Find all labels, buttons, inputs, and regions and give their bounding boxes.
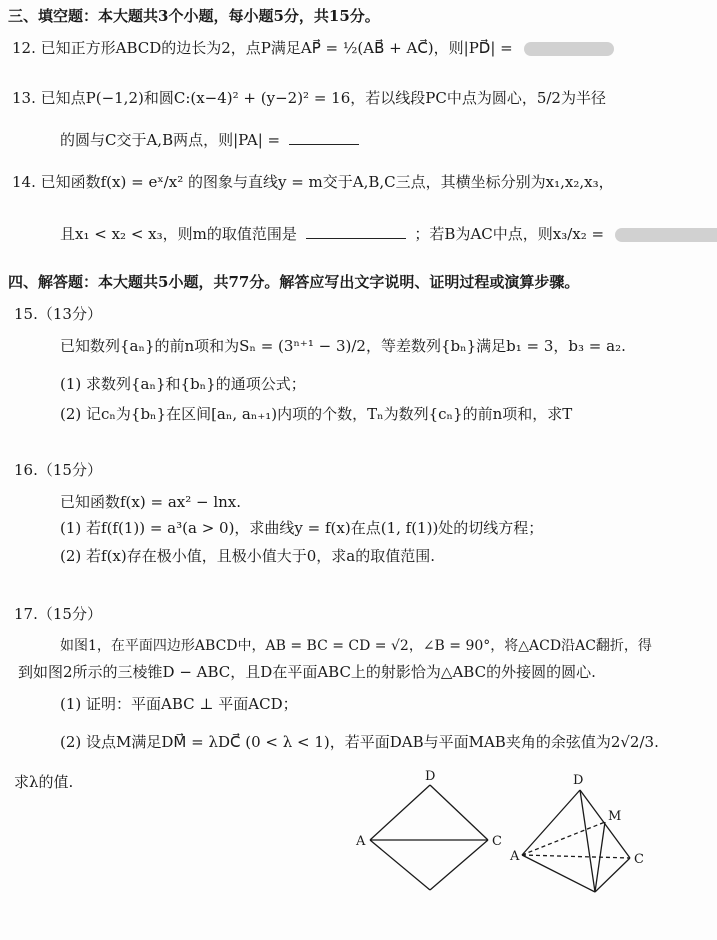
label-d: D — [573, 773, 584, 788]
question-17-part1: (1) 证明：平面ABC ⊥ 平面ACD； — [60, 695, 298, 713]
question-15-part1: (1) 求数列{aₙ}和{bₙ}的通项公式； — [60, 375, 306, 393]
question-12 — [12, 38, 614, 58]
question-17-number: 17.（15分） — [14, 605, 102, 623]
label-m: M — [608, 809, 622, 824]
edge-mb — [595, 822, 605, 892]
question-15-part2: (2) 记cₙ为{bₙ}在区间[aₙ, aₙ₊₁)内项的个数，Tₙ为数列{cₙ}的前n项和，求T — [60, 405, 573, 423]
question-16-number: 16.（15分） — [14, 461, 102, 479]
edge-da — [522, 790, 580, 855]
label-c: C — [634, 852, 644, 867]
answer-smudge — [524, 42, 614, 56]
segment-cb — [430, 840, 488, 890]
segment-dc — [430, 785, 488, 840]
answer-blank — [306, 222, 406, 239]
question-12-text: 12. 已知正方形ABCD的边长为2，点P满足AP⃗ = ½(AB⃗ + AC⃗)，则|PD⃗| = — [12, 39, 513, 57]
question-16-part2: (2) 若f(x)存在极小值，且极小值大于0，求a的取值范围. — [60, 547, 435, 565]
edge-db — [580, 790, 595, 892]
segment-ba — [370, 840, 430, 890]
edge-am-hidden — [522, 822, 605, 855]
question-14-range-text: 且x₁ < x₂ < x₃，则m的取值范围是 — [60, 225, 297, 243]
section3-heading: 三、填空题：本大题共3个小题，每小题5分，共15分。 — [8, 7, 380, 25]
question-13-line2 — [60, 128, 359, 150]
figure-1 — [350, 770, 510, 900]
question-14-ratio-text: ；若B为AC中点，则x₃/x₂ = — [414, 225, 605, 243]
question-14-line1: 14. 已知函数f(x) = eˣ/x² 的图象与直线y = m交于A,B,C三点，其横坐标分别为x₁,x₂,x₃， — [12, 173, 614, 191]
question-14-line2 — [60, 222, 717, 244]
question-16-part1: (1) 若f(f(1)) = a³(a > 0)，求曲线y = f(x)在点(1, f(1))处的切线方程； — [60, 519, 544, 537]
label-d: D — [425, 769, 436, 784]
label-a: A — [356, 834, 366, 849]
label-a: A — [510, 849, 520, 864]
answer-blank — [289, 128, 359, 145]
question-17-stem1: 如图1，在平面四边形ABCD中，AB = BC = CD = √2，∠B = 90°，将△ACD沿AC翻折，得 — [60, 638, 652, 654]
segment-ad — [370, 785, 430, 840]
label-c: C — [492, 834, 502, 849]
question-17-part2-end: 求λ的值. — [14, 773, 74, 791]
question-15-number: 15.（13分） — [14, 305, 102, 323]
question-13-line2-text: 的圆与C交于A,B两点，则|PA| = — [60, 131, 281, 149]
question-17-stem2: 到如图2所示的三棱锥D − ABC，且D在平面ABC上的射影恰为△ABC的外接圆的圆心. — [18, 663, 596, 681]
edge-ac-hidden — [522, 855, 630, 858]
question-15-stem: 已知数列{aₙ}的前n项和为Sₙ = (3ⁿ⁺¹ − 3)/2，等差数列{bₙ}满足b₁ = 3，b₃ = a₂. — [60, 337, 626, 355]
figure-2 — [510, 770, 670, 900]
question-17-part2: (2) 设点M满足DM⃗ = λDC⃗ (0 < λ < 1)，若平面DAB与平面MAB夹角的余弦值为2√2/3. — [60, 733, 659, 751]
answer-smudge — [615, 228, 717, 242]
edge-ab — [522, 855, 595, 892]
section4-heading: 四、解答题：本大题共5小题，共77分。解答应写出文字说明、证明过程或演算步骤。 — [8, 273, 580, 291]
question-13-line1: 13. 已知点P(−1,2)和圆C:(x−4)² + (y−2)² = 16，若以线段PC中点为圆心，5/2为半径 — [12, 89, 606, 107]
question-16-stem: 已知函数f(x) = ax² − lnx. — [60, 493, 242, 511]
edge-bc — [595, 858, 630, 892]
